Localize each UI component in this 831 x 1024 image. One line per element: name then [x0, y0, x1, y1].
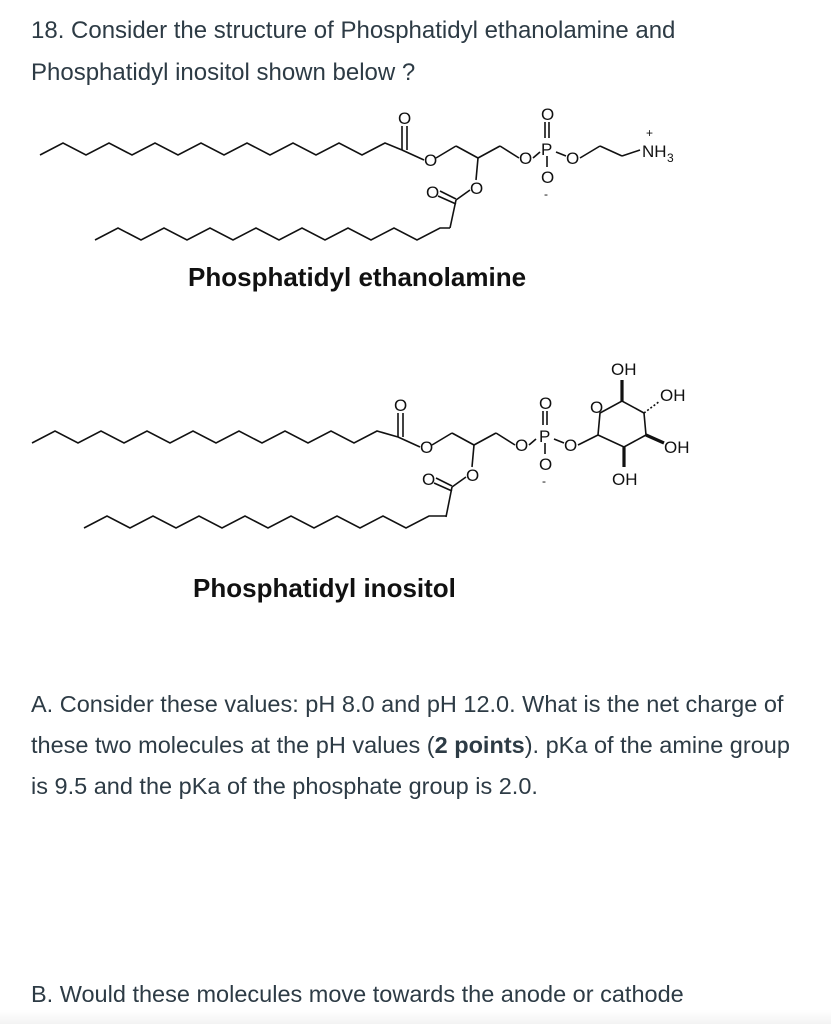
atom-label: O [422, 470, 436, 489]
atom-label: OH [660, 386, 686, 405]
atom-label: OH [612, 470, 638, 489]
atom-label: O [398, 109, 412, 128]
part-a-question [31, 684, 806, 807]
part-a-text-after: ). pKa of the amine group is 9.5 and the pKa of the phosphate group is 2.0. [31, 732, 790, 799]
atom-label: O [466, 466, 480, 485]
atom-label: O [541, 168, 555, 187]
bottom-fade [0, 1010, 831, 1024]
atom-label: O [566, 149, 580, 168]
atom-label: P [539, 427, 551, 446]
pi-structure [0, 345, 831, 603]
atom-label: O [515, 436, 529, 455]
question-title: 18. Consider the structure of Phosphatidyl ethanolamine and Phosphatidyl inositol shown below ? [31, 17, 676, 86]
atom-label: + [646, 126, 654, 140]
pe-name-label: Phosphatidyl ethanolamine [188, 262, 527, 292]
pi-name-label: Phosphatidyl inositol [193, 573, 456, 603]
atom-label: O [420, 438, 434, 457]
part-a-text-before: A. Consider these values: pH 8.0 and pH 12.0. What is the net charge of these two molecules at the pH values ( [31, 691, 784, 758]
atom-label: O [424, 151, 438, 170]
atom-label: O [590, 398, 604, 417]
atom-label: O [470, 179, 484, 198]
atom-label: NH [642, 142, 667, 161]
atom-label: O [394, 396, 408, 415]
atom-label: O [539, 455, 553, 474]
atom-label: - [544, 187, 548, 201]
atom-label: O [564, 436, 578, 455]
atom-label: O [541, 105, 555, 124]
atom-label: OH [664, 438, 690, 457]
part-a-points-bold: 2 points [434, 732, 525, 758]
pe-structure [0, 100, 831, 292]
atom-label: 3 [667, 151, 674, 165]
atom-label: - [542, 474, 546, 488]
atom-label: O [426, 183, 440, 202]
part-b-question: B. Would these molecules move towards the anode or cathode [31, 981, 684, 1007]
atom-label: O [539, 394, 553, 413]
atom-label: P [541, 140, 553, 159]
atom-label: O [519, 149, 533, 168]
pi-structure-drawing [0, 345, 831, 535]
pe-structure-drawing [0, 100, 831, 250]
atom-label: OH [611, 360, 637, 379]
